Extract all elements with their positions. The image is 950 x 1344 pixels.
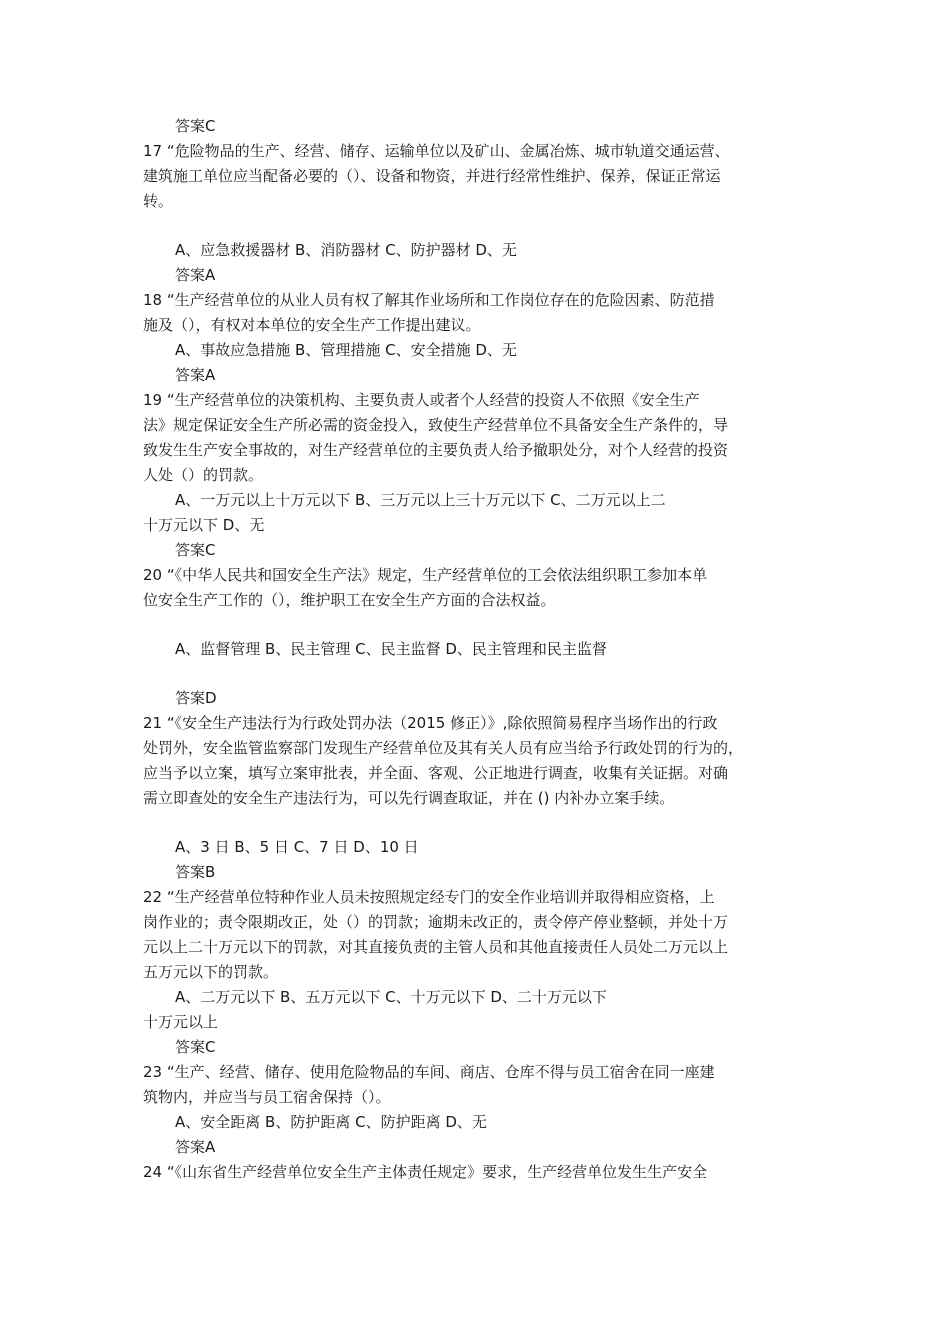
- question-text: 22 “生产经营单位特种作业人员未按照规定经专门的安全作业培训并取得相应资格，上: [143, 888, 715, 906]
- question-options: A、监督管理 B、民主管理 C、民主监督 D、民主管理和民主监督: [175, 640, 607, 658]
- question-answer: 答案A: [175, 1138, 216, 1156]
- question-options: A、事故应急措施 B、管理措施 C、安全措施 D、无: [175, 341, 517, 359]
- question-text: 位安全生产工作的（），维护职工在安全生产方面的合法权益。: [143, 591, 556, 609]
- question-text: 24 “《山东省生产经营单位安全生产主体责任规定》要求，生产经营单位发生生产安全: [143, 1163, 708, 1181]
- question-20: [143, 563, 823, 711]
- question-text: 筑物内，并应当与员工宿舍保持（）。: [143, 1088, 391, 1106]
- question-answer: 答案B: [175, 863, 216, 881]
- question-text: 转。: [143, 192, 174, 210]
- question-21: [143, 711, 823, 885]
- question-22: [143, 885, 823, 1060]
- question-text: 应当予以立案，填写立案审批表，并全面、客观、公正地进行调查，收集有关证据。对确: [143, 764, 729, 782]
- question-18: [143, 288, 823, 388]
- question-answer: 答案A: [175, 366, 216, 384]
- question-text: 21 “《安全生产违法行为行政处罚办法（2015 修正）》,除依照简易程序当场作出的行政: [143, 714, 718, 732]
- question-text: 人处（）的罚款。: [143, 466, 264, 484]
- question-answer: 答案A: [175, 266, 216, 284]
- question-24: [143, 1160, 823, 1185]
- question-answer: 答案C: [175, 1038, 216, 1056]
- question-text: 18 “生产经营单位的从业人员有权了解其作业场所和工作岗位存在的危险因素、防范措: [143, 291, 715, 309]
- question-17: [143, 139, 823, 288]
- question-text: 19 “生产经营单位的决策机构、主要负责人或者个人经营的投资人不依照《安全生产: [143, 391, 700, 409]
- question-19: [143, 388, 823, 563]
- question-text: 元以上二十万元以下的罚款，对其直接负责的主管人员和其他直接责任人员处二万元以上: [143, 938, 729, 956]
- question-options: 十万元以下 D、无: [143, 516, 265, 534]
- answer-16: 答案C: [175, 117, 216, 135]
- question-options: A、安全距离 B、防护距离 C、防护距离 D、无: [175, 1113, 487, 1131]
- question-answer: 答案C: [175, 541, 216, 559]
- question-text: 需立即查处的安全生产违法行为，可以先行调查取证，并在 () 内补办立案手续。: [143, 789, 675, 807]
- question-text: 法》规定保证安全生产所必需的资金投入，致使生产经营单位不具备安全生产条件的，导: [143, 416, 729, 434]
- question-text: 23 “生产、经营、储存、使用危险物品的车间、商店、仓库不得与员工宿舍在同一座建: [143, 1063, 715, 1081]
- question-text: 20 “《中华人民共和国安全生产法》规定，生产经营单位的工会依法组织职工参加本单: [143, 566, 708, 584]
- question-options: 十万元以上: [143, 1013, 219, 1031]
- question-text: 建筑施工单位应当配备必要的（）、设备和物资，并进行经常性维护、保养，保证正常运: [143, 167, 721, 185]
- question-text: 施及（），有权对本单位的安全生产工作提出建议。: [143, 316, 481, 334]
- question-23: [143, 1060, 823, 1160]
- question-answer: 答案D: [175, 689, 217, 707]
- question-options: A、一万元以上十万元以下 B、三万元以上三十万元以下 C、二万元以上二: [175, 491, 666, 509]
- question-text: 17 “危险物品的生产、经营、储存、运输单位以及矿山、金属冶炼、城市轨道交通运营、: [143, 142, 730, 160]
- question-list: [143, 114, 823, 1185]
- question-options: A、3 日 B、5 日 C、7 日 D、10 日: [175, 838, 419, 856]
- question-options: A、二万元以下 B、五万元以下 C、十万元以下 D、二十万元以下: [175, 988, 607, 1006]
- question-text: 岗作业的；责令限期改正，处（）的罚款；逾期未改正的，责令停产停业整顿，并处十万: [143, 913, 729, 931]
- question-text: 五万元以下的罚款。: [143, 963, 279, 981]
- question-text: 致发生生产安全事故的，对生产经营单位的主要负责人给予撤职处分，对个人经营的投资: [143, 441, 729, 459]
- question-options: A、应急救援器材 B、消防器材 C、防护器材 D、无: [175, 241, 517, 259]
- question-text: 处罚外，安全监管监察部门发现生产经营单位及其有关人员有应当给予行政处罚的行为的，: [143, 739, 744, 757]
